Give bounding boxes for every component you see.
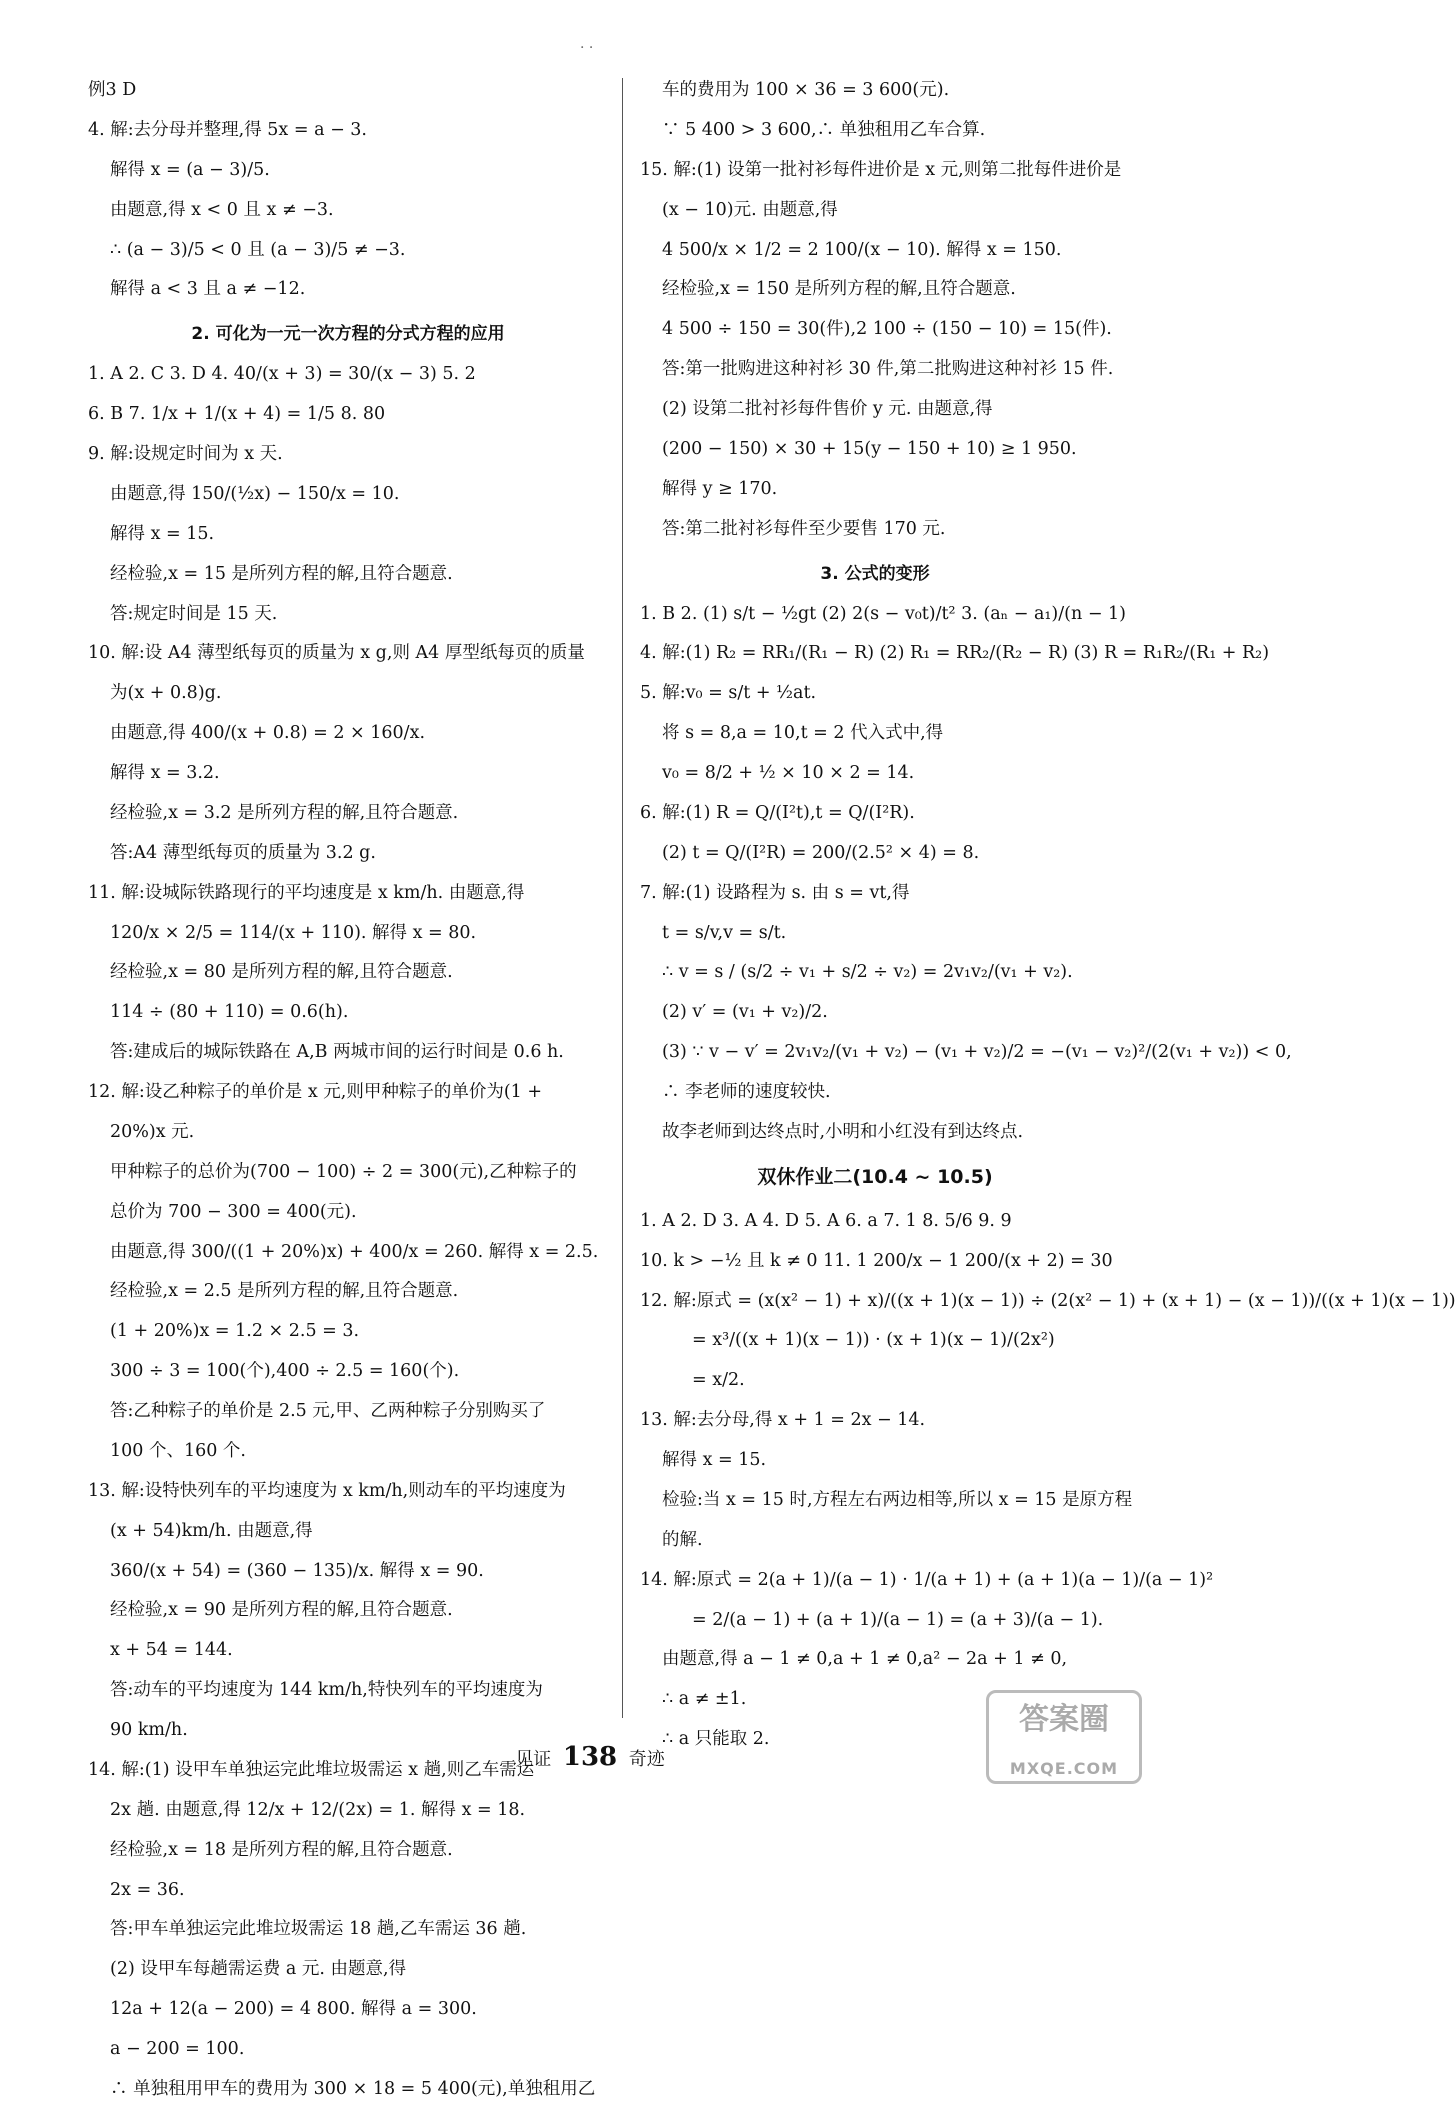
answer-line: 由题意,得 a − 1 ≠ 0,a + 1 ≠ 0,a² − 2a + 1 ≠ 0,	[662, 1649, 1068, 1670]
answer-line: ∴ v = s / (s/2 ÷ v₁ + s/2 ÷ v₂) = 2v₁v₂/(v₁ + v₂).	[662, 962, 1073, 983]
left-column	[88, 80, 608, 2119]
answer-line: 答:第二批衬衫每件至少要售 170 元.	[662, 518, 946, 539]
answer-line: 答:乙种粽子的单价是 2.5 元,甲、乙两种粽子分别购买了	[110, 1401, 546, 1421]
answer-line: 答:A4 薄型纸每页的质量为 3.2 g.	[110, 842, 376, 863]
answer-line: 答:甲车单独运完此堆垃圾需运 18 趟,乙车需运 36 趟.	[110, 1919, 527, 1940]
answer-line: 360/(x + 54) = (360 − 135)/x. 解得 x = 90.	[110, 1560, 484, 1581]
answer-line: 4. 解:(1) R₂ = RR₁/(R₁ − R) (2) R₁ = RR₂/(R₂ − R) (3) R = R₁R₂/(R₁ + R₂)	[640, 643, 1270, 664]
top-marks: · ·	[580, 40, 594, 56]
answer-line: 15. 解:(1) 设第一批衬衫每件进价是 x 元,则第二批每件进价是	[640, 159, 1122, 180]
answer-line: 14. 解:原式 = 2(a + 1)/(a − 1) · 1/(a + 1) + (a + 1)(a − 1)/(a − 1)²	[640, 1569, 1214, 1590]
answer-line: (1 + 20%)x = 1.2 × 2.5 = 3.	[110, 1321, 360, 1342]
answer-line: 12. 解:原式 = (x(x² − 1) + x)/((x + 1)(x − 1)) ÷ (2(x² − 1) + (x + 1) − (x − 1))/((x + 1)(x − 1))	[640, 1290, 1456, 1311]
answer-line: ∴ 李老师的速度较快.	[662, 1082, 831, 1102]
answer-line: 5. 解:v₀ = s/t + ½at.	[640, 683, 817, 704]
answer-line: (200 − 150) × 30 + 15(y − 150 + 10) ≥ 1 950.	[662, 438, 1077, 459]
answer-line: 解得 x = 3.2.	[110, 763, 220, 783]
answer-line: 为(x + 0.8)g.	[110, 683, 222, 704]
answer-line: 经检验,x = 15 是所列方程的解,且符合题意.	[110, 563, 453, 584]
answer-line: 由题意,得 x < 0 且 x ≠ −3.	[110, 199, 334, 220]
answer-line: 13. 解:去分母,得 x + 1 = 2x − 14.	[640, 1410, 926, 1431]
watermark-text: 答案圈	[1019, 1702, 1109, 1737]
answer-line: 由题意,得 150/(½x) − 150/x = 10.	[110, 483, 400, 504]
answer-line: 经检验,x = 18 是所列方程的解,且符合题意.	[110, 1839, 453, 1860]
answer-line: (2) 设第二批衬衫每件售价 y 元. 由题意,得	[662, 399, 993, 419]
answer-line: ∴ a 只能取 2.	[662, 1729, 770, 1750]
answer-line: = x/2.	[692, 1370, 745, 1391]
answer-line: 故李老师到达终点时,小明和小红没有到达终点.	[662, 1121, 1024, 1142]
answer-line: ∴ a ≠ ±1.	[662, 1689, 747, 1710]
answer-line: 300 ÷ 3 = 100(个),400 ÷ 2.5 = 160(个).	[110, 1361, 460, 1382]
answer-line: 经检验,x = 150 是所列方程的解,且符合题意.	[662, 279, 1016, 300]
answer-line: 6. B 7. 1/x + 1/(x + 4) = 1/5 8. 80	[88, 404, 386, 425]
answer-line: 4. 解:去分母并整理,得 5x = a − 3.	[88, 119, 367, 140]
answer-line: 12a + 12(a − 200) = 4 800. 解得 a = 300.	[110, 1999, 477, 2020]
page-number: 138	[562, 1742, 618, 1772]
section-heading: 双休作业二(10.4 ~ 10.5)	[757, 1165, 993, 1188]
answer-line: 90 km/h.	[110, 1720, 188, 1740]
answer-line: (x − 10)元. 由题意,得	[662, 199, 838, 220]
answer-line: = x³/((x + 1)(x − 1)) · (x + 1)(x − 1)/(2x²)	[692, 1330, 1055, 1351]
answer-line: 解得 x = 15.	[662, 1450, 767, 1470]
answer-line: 检验:当 x = 15 时,方程左右两边相等,所以 x = 15 是原方程	[662, 1489, 1133, 1510]
answer-line: 将 s = 8,a = 10,t = 2 代入式中,得	[662, 723, 944, 744]
answer-line: 1. A 2. D 3. A 4. D 5. A 6. a 7. 1 8. 5/6 9. 9	[640, 1210, 1012, 1231]
answer-line: 14. 解:(1) 设甲车单独运完此堆垃圾需运 x 趟,则乙车需运	[88, 1759, 535, 1780]
answer-line: 由题意,得 300/((1 + 20%)x) + 400/x = 260. 解得 x = 2.5.	[110, 1241, 599, 1262]
answer-line: 经检验,x = 2.5 是所列方程的解,且符合题意.	[110, 1281, 459, 1302]
answer-line: (2) t = Q/(I²R) = 200/(2.5² × 4) = 8.	[662, 842, 980, 863]
answer-line: a − 200 = 100.	[110, 2039, 245, 2059]
answer-line: 1. B 2. (1) s/t − ½gt (2) 2(s − v₀t)/t² 3. (aₙ − a₁)/(n − 1)	[640, 603, 1127, 624]
answer-line: t = s/v,v = s/t.	[662, 922, 787, 943]
column-divider	[622, 78, 623, 1718]
answer-line: 9. 解:设规定时间为 x 天.	[88, 444, 283, 464]
answer-line: 2x 趟. 由题意,得 12/x + 12/(2x) = 1. 解得 x = 18.	[110, 1799, 526, 1820]
answer-line: 经检验,x = 80 是所列方程的解,且符合题意.	[110, 962, 453, 983]
answer-line: 20%)x 元.	[110, 1121, 195, 1142]
answer-line: (2) v′ = (v₁ + v₂)/2.	[662, 1002, 828, 1023]
footer-left-label: 见证	[515, 1749, 552, 1770]
answer-line: 解得 y ≥ 170.	[662, 478, 778, 499]
answer-line: 总价为 700 − 300 = 400(元).	[110, 1201, 357, 1222]
answer-line: 例3 D	[88, 80, 137, 100]
answer-line: 114 ÷ (80 + 110) = 0.6(h).	[110, 1002, 349, 1023]
answer-line: 1. A 2. C 3. D 4. 40/(x + 3) = 30/(x − 3) 5. 2	[88, 364, 476, 385]
answer-line: 甲种粽子的总价为(700 − 100) ÷ 2 = 300(元),乙种粽子的	[110, 1161, 577, 1182]
answer-line: ∴ 单独租用甲车的费用为 300 × 18 = 5 400(元),单独租用乙	[110, 2078, 596, 2099]
section-heading: 3. 公式的变形	[820, 563, 930, 584]
answer-line: 答:规定时间是 15 天.	[110, 603, 278, 624]
answer-line: 经检验,x = 90 是所列方程的解,且符合题意.	[110, 1600, 453, 1621]
answer-line: 解得 x = 15.	[110, 523, 215, 544]
answer-line: ∴ (a − 3)/5 < 0 且 (a − 3)/5 ≠ −3.	[110, 239, 406, 260]
answer-line: 解得 x = (a − 3)/5.	[110, 159, 270, 180]
answer-line: 100 个、160 个.	[110, 1440, 246, 1461]
answer-line: 12. 解:设乙种粽子的单价是 x 元,则甲种粽子的单价为(1 +	[88, 1082, 543, 1102]
answer-line: (2) 设甲车每趟需运费 a 元. 由题意,得	[110, 1959, 407, 1980]
answer-line: 答:建成后的城际铁路在 A,B 两城市间的运行时间是 0.6 h.	[110, 1042, 564, 1063]
answer-line: 的解.	[662, 1529, 703, 1550]
answer-line: 120/x × 2/5 = 114/(x + 110). 解得 x = 80.	[110, 922, 477, 943]
answer-line: 由题意,得 400/(x + 0.8) = 2 × 160/x.	[110, 723, 426, 744]
answer-line: 解得 a < 3 且 a ≠ −12.	[110, 279, 306, 300]
answer-line: x + 54 = 144.	[110, 1640, 233, 1661]
watermark-url: MXQE.COM	[1009, 1759, 1119, 1778]
answer-line: 7. 解:(1) 设路程为 s. 由 s = vt,得	[640, 882, 910, 903]
answer-line: (x + 54)km/h. 由题意,得	[110, 1520, 313, 1541]
answer-line: ∵ 5 400 > 3 600,∴ 单独租用乙车合算.	[662, 119, 986, 140]
answer-line: 6. 解:(1) R = Q/(I²t),t = Q/(I²R).	[640, 802, 915, 823]
answer-line: v₀ = 8/2 + ½ × 10 × 2 = 14.	[662, 763, 915, 783]
answer-line: 10. k > −½ 且 k ≠ 0 11. 1 200/x − 1 200/(x + 2) = 30	[640, 1250, 1113, 1271]
answer-line: = 2/(a − 1) + (a + 1)/(a − 1) = (a + 3)/(a − 1).	[692, 1609, 1104, 1630]
answer-line: 11. 解:设城际铁路现行的平均速度是 x km/h. 由题意,得	[88, 882, 525, 903]
answer-line: (3) ∵ v − v′ = 2v₁v₂/(v₁ + v₂) − (v₁ + v₂)/2 = −(v₁ − v₂)²/(2(v₁ + v₂)) < 0,	[662, 1042, 1292, 1063]
answer-line: 10. 解:设 A4 薄型纸每页的质量为 x g,则 A4 厚型纸每页的质量	[88, 643, 585, 664]
section-heading: 2. 可化为一元一次方程的分式方程的应用	[191, 324, 505, 345]
answer-line: 经检验,x = 3.2 是所列方程的解,且符合题意.	[110, 802, 459, 823]
answer-line: 车的费用为 100 × 36 = 3 600(元).	[662, 80, 950, 100]
watermark-logo	[986, 1690, 1142, 1784]
answer-line: 答:第一批购进这种衬衫 30 件,第二批购进这种衬衫 15 件.	[662, 359, 1114, 380]
footer-right-label: 奇迹	[628, 1749, 665, 1770]
answer-line: 13. 解:设特快列车的平均速度为 x km/h,则动车的平均速度为	[88, 1480, 566, 1501]
answer-line: 4 500/x × 1/2 = 2 100/(x − 10). 解得 x = 150.	[662, 239, 1062, 260]
answer-line: 4 500 ÷ 150 = 30(件),2 100 ÷ (150 − 10) = 15(件).	[662, 319, 1112, 340]
answer-line: 答:动车的平均速度为 144 km/h,特快列车的平均速度为	[110, 1680, 543, 1701]
answer-line: 2x = 36.	[110, 1879, 185, 1900]
